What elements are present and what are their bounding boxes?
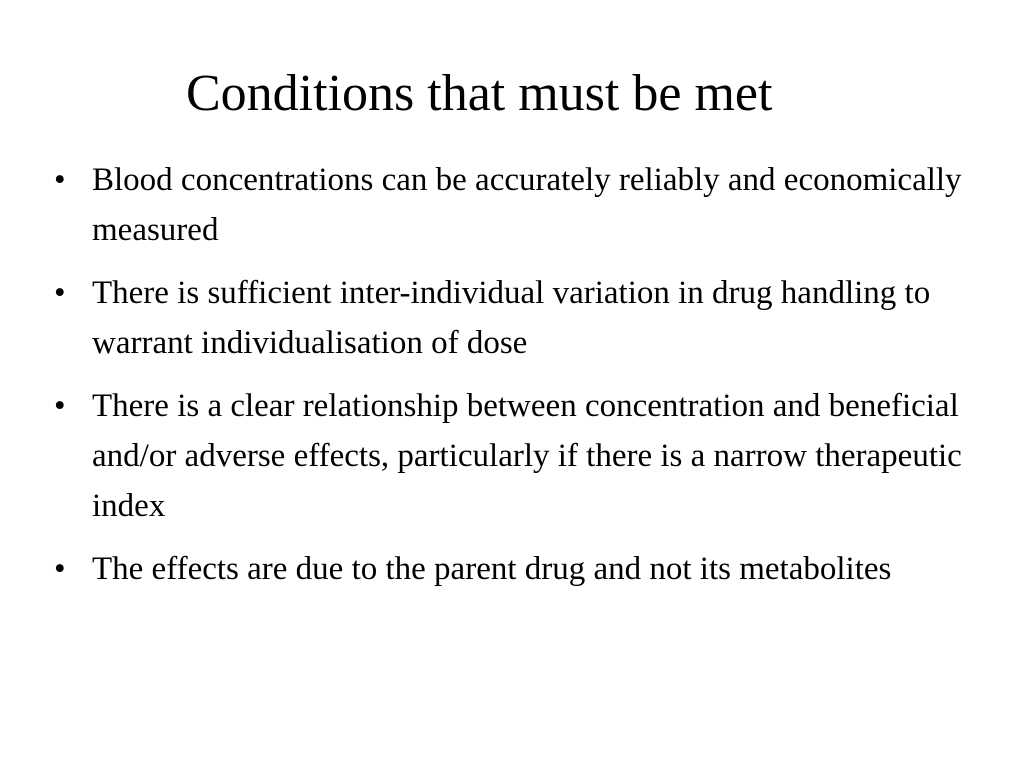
bullet-text: The effects are due to the parent drug and not its metabolites bbox=[92, 551, 892, 587]
bullet-text: There is sufficient inter-individual variation in drug handling to warrant individualisation of dose bbox=[92, 275, 931, 361]
slide-title: Conditions that must be met bbox=[186, 65, 773, 122]
bullet-icon: • bbox=[54, 162, 66, 198]
bullet-icon: • bbox=[54, 388, 66, 424]
bullet-icon: • bbox=[54, 551, 66, 587]
bullet-text: Blood concentrations can be accurately reliably and economically measured bbox=[92, 162, 962, 248]
bullet-item bbox=[54, 155, 974, 255]
bullet-item bbox=[54, 381, 974, 531]
bullet-text: There is a clear relationship between concentration and beneficial and/or adverse effects, particularly if there is a narrow therapeutic index bbox=[92, 388, 962, 524]
bullet-list bbox=[54, 155, 974, 607]
bullet-icon: • bbox=[54, 275, 66, 311]
title-area bbox=[0, 0, 1024, 140]
bullet-item bbox=[54, 544, 974, 594]
bullet-item bbox=[54, 268, 974, 368]
